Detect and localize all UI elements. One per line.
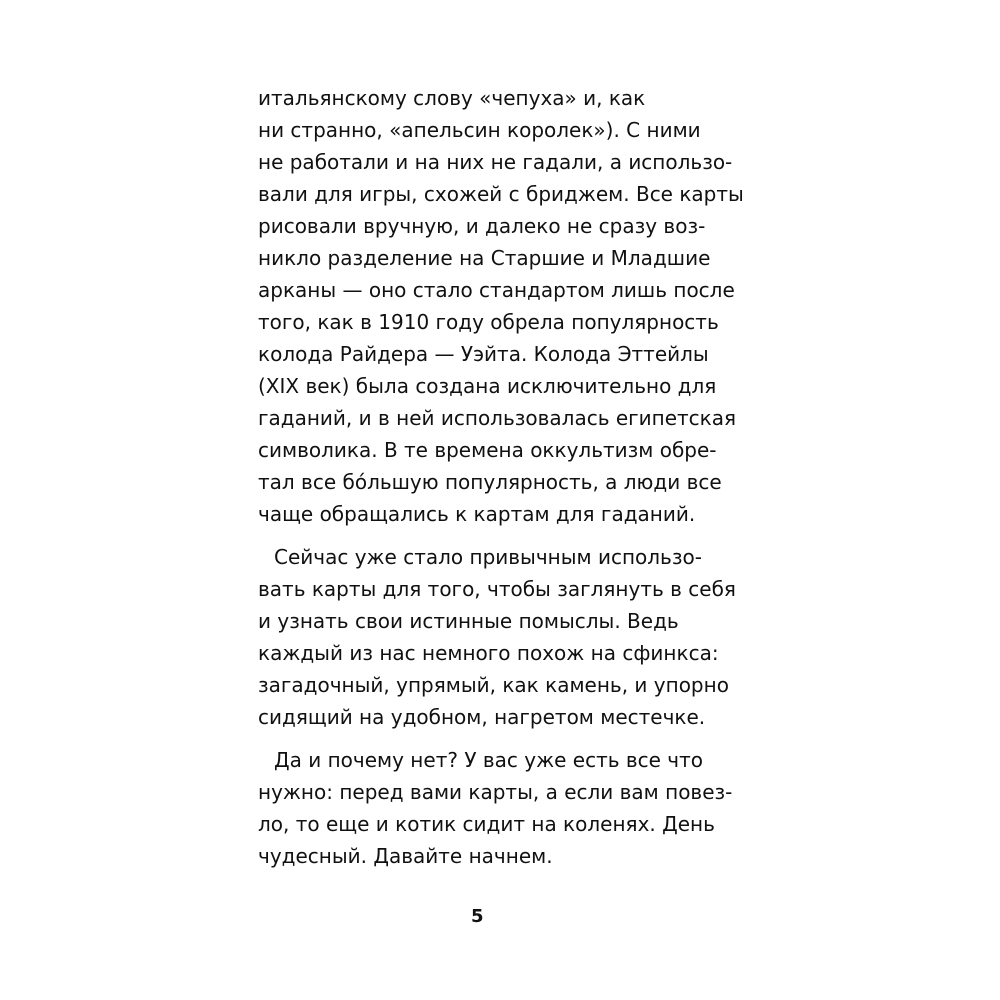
text-line: ло, то еще и котик сидит на коленях. День <box>258 812 715 836</box>
body-text <box>258 82 744 872</box>
text-line: символика. В те времена оккультизм обре- <box>258 438 717 462</box>
paragraph-1 <box>258 82 744 530</box>
text-line: рисовали вручную, и далеко не сразу воз- <box>258 214 706 238</box>
text-line: вать карты для того, чтобы заглянуть в себя <box>258 577 736 601</box>
text-line: колода Райдера — Уэйта. Колода Эттейлы <box>258 342 709 366</box>
text-line: чаще обращались к картам для гаданий. <box>258 502 696 526</box>
text-line: арканы — оно стало стандартом лишь после <box>258 278 735 302</box>
text-line: итальянскому слову «чепуха» и, как <box>258 86 646 110</box>
text-line: каждый из нас немного похож на сфинкса: <box>258 641 719 665</box>
text-line: нужно: перед вами карты, а если вам повез- <box>258 780 733 804</box>
text-line: никло разделение на Старшие и Младшие <box>258 246 711 270</box>
text-line: вали для игры, схожей с бриджем. Все карты <box>258 182 744 206</box>
text-line: сидящий на удобном, нагретом местечке. <box>258 705 706 729</box>
paragraph-3 <box>258 744 733 872</box>
text-line: загадочный, упрямый, как камень, и упорно <box>258 673 729 697</box>
text-line: чудесный. Давайте начнем. <box>258 844 553 868</box>
text-line: не работали и на них не гадали, а использо- <box>258 150 733 174</box>
text-line: Сейчас уже стало привычным использо- <box>274 545 702 569</box>
page-number: 5 <box>471 906 484 927</box>
text-line: и узнать свои истинные помыслы. Ведь <box>258 609 679 633</box>
text-line: гаданий, и в ней использовалась египетская <box>258 406 737 430</box>
text-line: тал все бо́льшую популярность, а люди все <box>258 470 722 494</box>
text-line: Да и почему нет? У вас уже есть все что <box>274 748 704 772</box>
text-line: (XIX век) была создана исключительно для <box>258 374 717 398</box>
text-line: ни странно, «апельсин королек»). С ними <box>258 118 701 142</box>
paragraph-2 <box>258 541 736 733</box>
text-line: того, как в 1910 году обрела популярность <box>258 310 719 334</box>
